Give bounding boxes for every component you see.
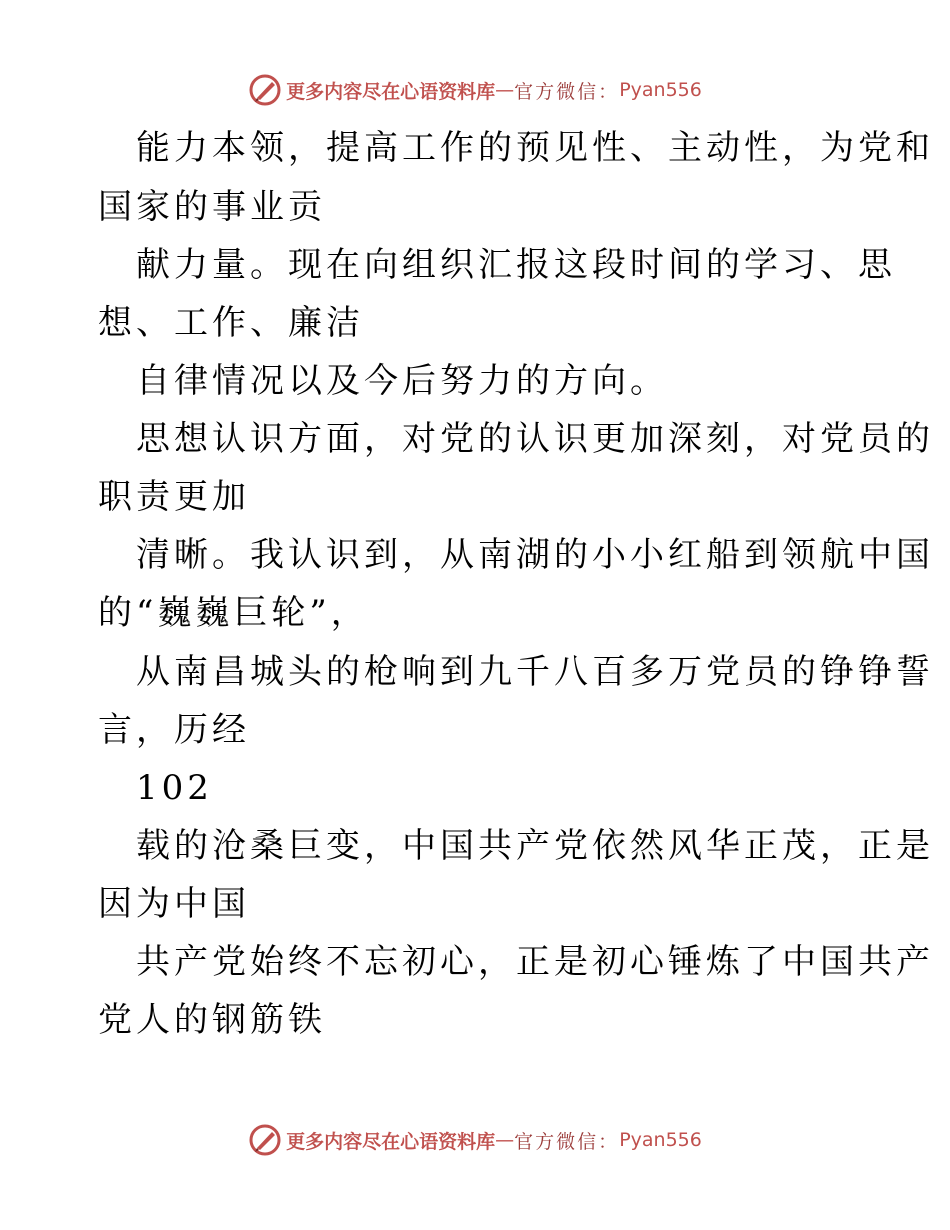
watermark-dash: — bbox=[495, 79, 515, 101]
watermark-official-label: 官方微信： bbox=[514, 80, 620, 103]
body-line: 因为中国 bbox=[98, 884, 250, 924]
body-line: 载的沧桑巨变，中国共产党依然风华正茂，正是 bbox=[136, 826, 934, 866]
body-line: 从南昌城头的枪响到九千八百多万党员的铮铮誓 bbox=[136, 652, 934, 692]
body-line: 国家的事业贡 bbox=[98, 187, 326, 227]
watermark-main-text: 更多内容尽在心语资料库 bbox=[286, 80, 496, 103]
body-line: 自律情况以及今后努力的方向。 bbox=[136, 361, 668, 401]
body-line: 献力量。现在向组织汇报这段时间的学习、思 bbox=[136, 245, 896, 285]
page-number-text: 102 bbox=[136, 768, 213, 808]
body-line: 言，历经 bbox=[98, 710, 250, 750]
quill-pen-circle-icon bbox=[248, 1123, 282, 1157]
body-line: 想、工作、廉洁 bbox=[98, 303, 364, 343]
body-line: 的“巍巍巨轮”， bbox=[98, 593, 369, 633]
watermark-wechat-id: Pyan556 bbox=[619, 79, 702, 101]
watermark-official-label: 官方微信： bbox=[514, 1130, 620, 1153]
watermark-dash: — bbox=[495, 1129, 515, 1151]
body-line: 清晰。我认识到，从南湖的小小红船到领航中国 bbox=[136, 535, 934, 575]
body-line: 能力本领，提高工作的预见性、主动性，为党和 bbox=[136, 128, 934, 168]
body-line: 职责更加 bbox=[98, 477, 250, 517]
watermark-wechat-id: Pyan556 bbox=[619, 1129, 702, 1151]
body-line: 思想认识方面，对党的认识更加深刻，对党员的 bbox=[136, 419, 934, 459]
footer-watermark bbox=[0, 1120, 950, 1160]
body-line: 党人的钢筋铁 bbox=[98, 1000, 326, 1040]
watermark-main-text: 更多内容尽在心语资料库 bbox=[286, 1130, 496, 1153]
body-line: 共产党始终不忘初心，正是初心锤炼了中国共产 bbox=[136, 942, 934, 982]
